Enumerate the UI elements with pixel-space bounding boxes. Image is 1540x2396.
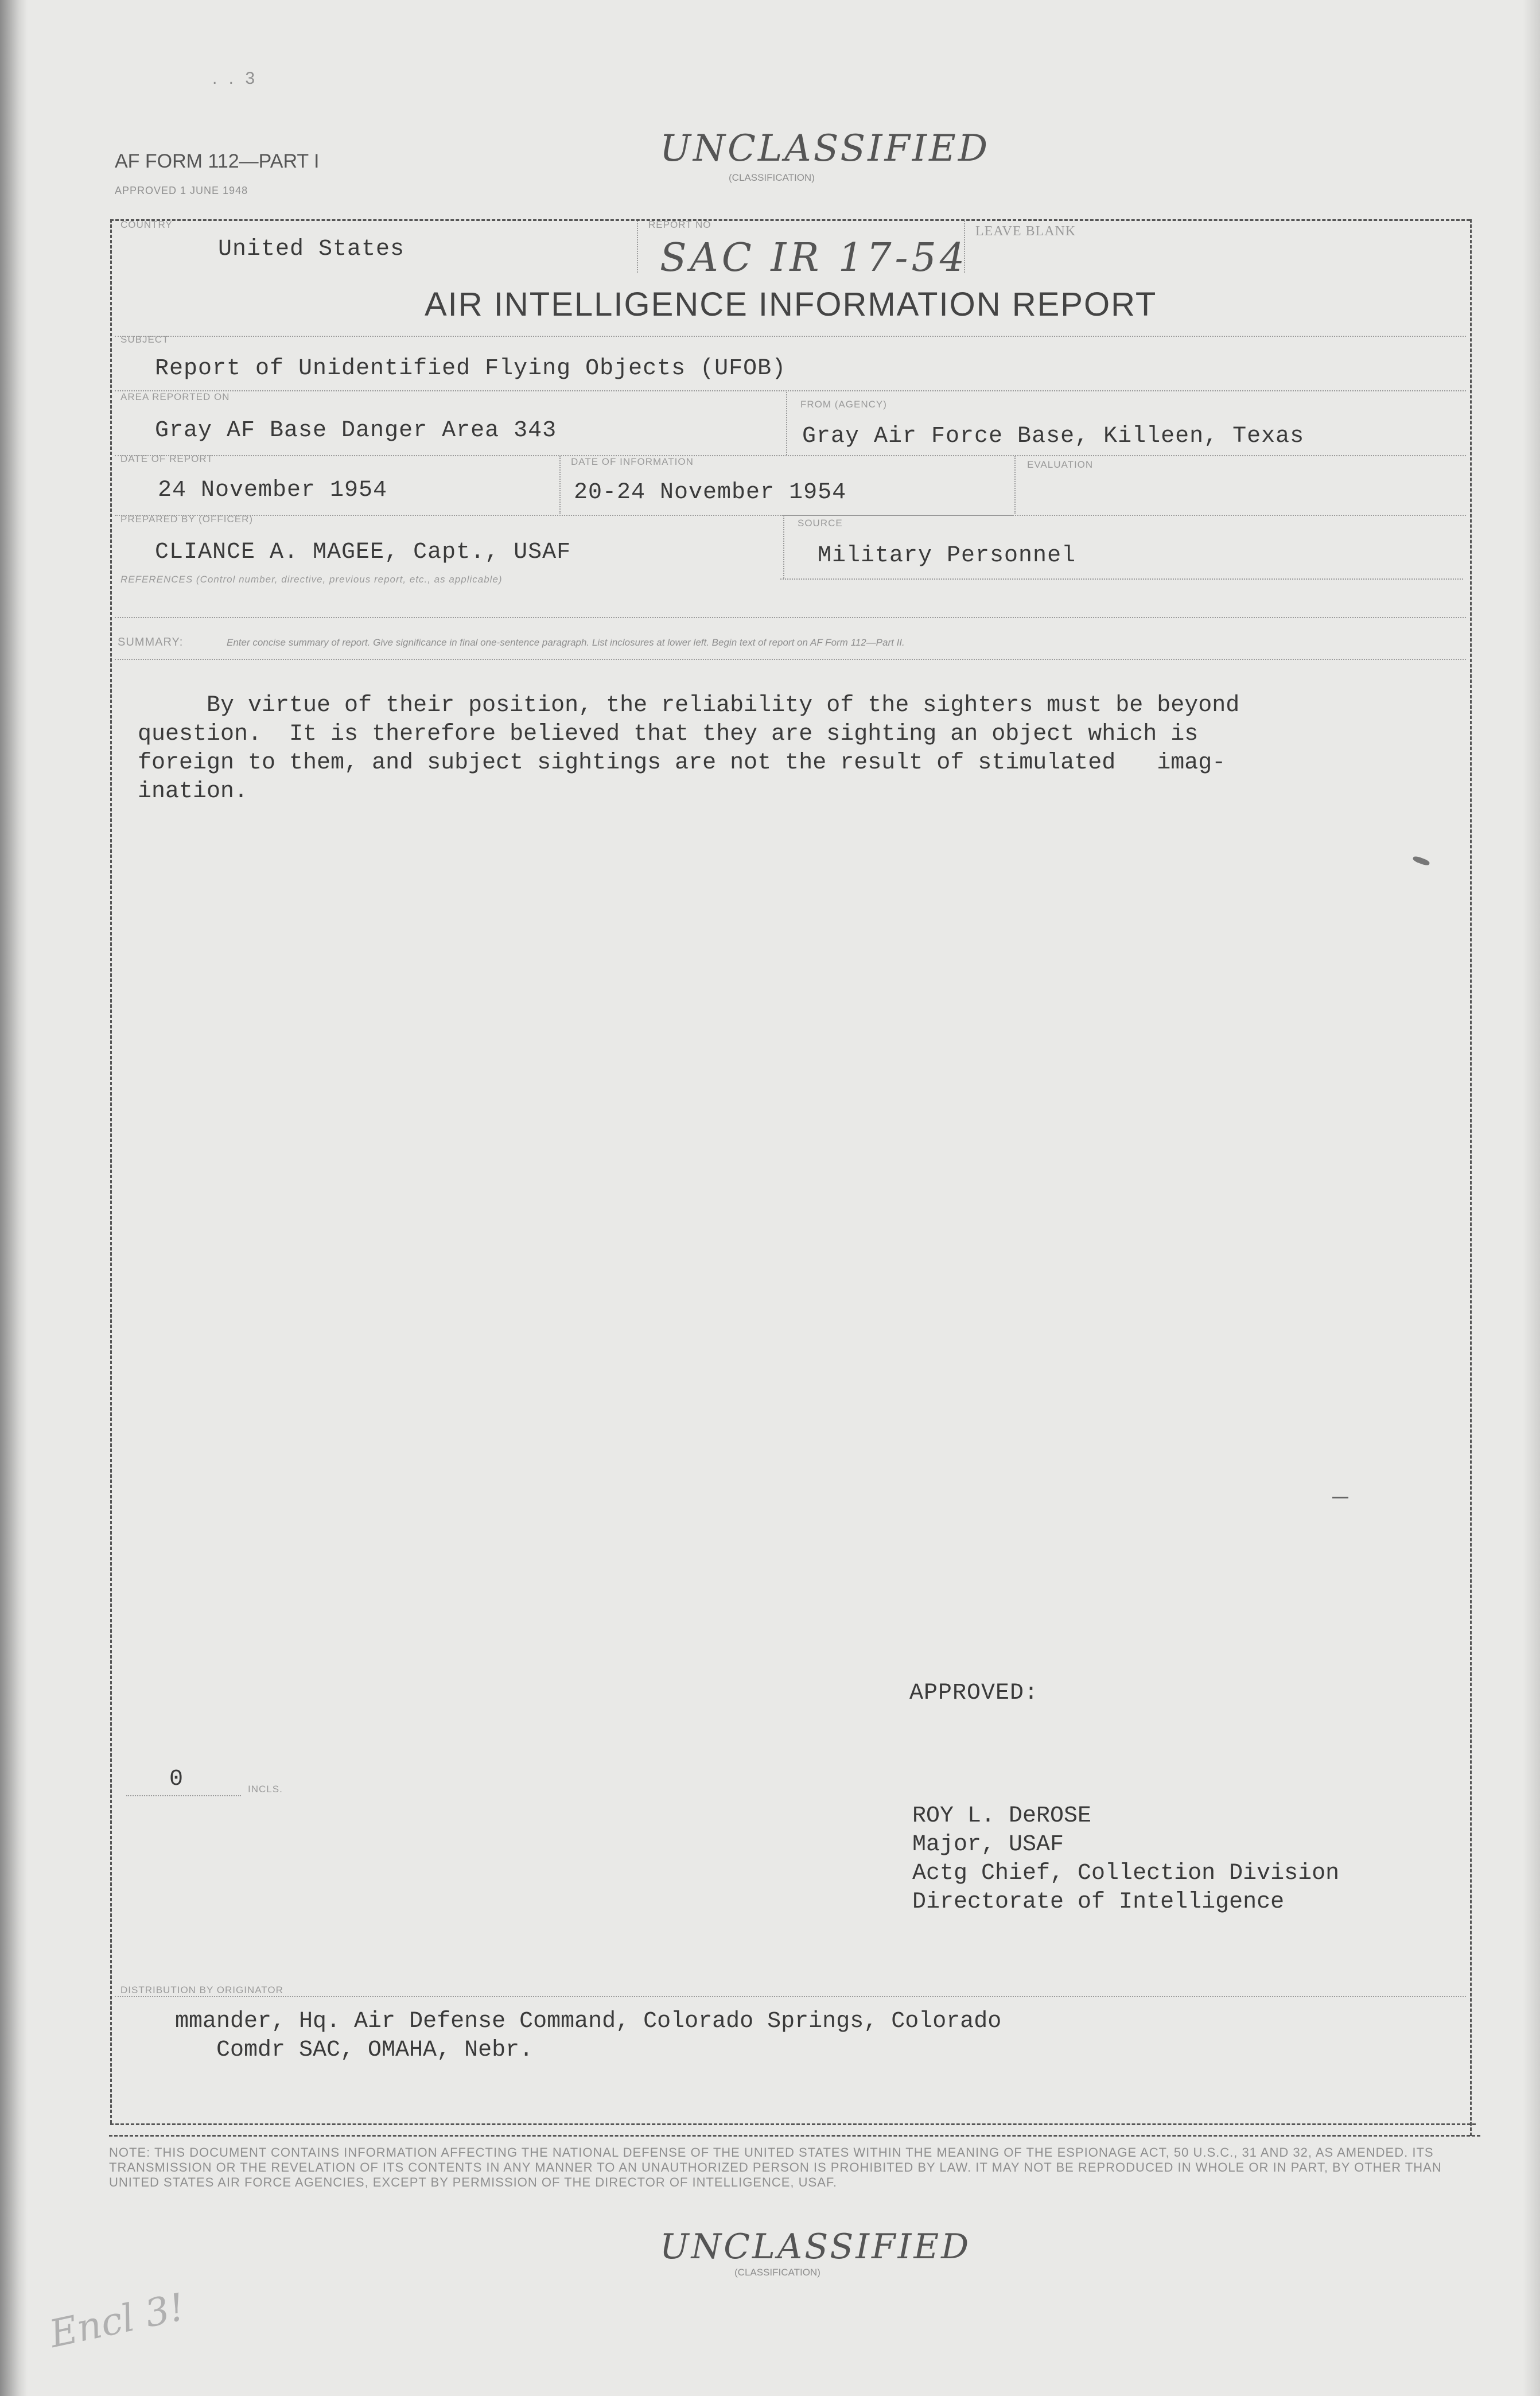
rule-title — [115, 336, 1466, 337]
approver-org: Directorate of Intelligence — [912, 1889, 1285, 1915]
subject-value: Report of Unidentified Flying Objects (UFOB) — [155, 356, 787, 382]
divider-info-evaluation — [1014, 456, 1016, 514]
inclosures-count: 0 — [169, 1766, 184, 1792]
summary-line: foreign to them, and subject sightings are not the result of stimulated imag- — [138, 750, 1226, 776]
frame-bottom — [110, 2123, 1476, 2125]
report-no-label: REPORT NO — [648, 219, 711, 230]
references-label: REFERENCES (Control number, directive, previous report, etc., as applicable) — [120, 574, 503, 585]
divider-report-blank — [964, 221, 965, 273]
evaluation-label: EVALUATION — [1027, 459, 1094, 470]
frame-left — [110, 219, 112, 2123]
classification-bottom: UNCLASSIFIED — [660, 2227, 971, 2267]
form-approved: APPROVED 1 JUNE 1948 — [115, 185, 248, 196]
approval-signature-block — [912, 1802, 1339, 1917]
area-value: Gray AF Base Danger Area 343 — [155, 418, 557, 444]
classification-label-bottom: (CLASSIFICATION) — [734, 2267, 820, 2278]
subject-label: SUBJECT — [120, 334, 169, 345]
report-number: SAC IR 17-54 — [660, 235, 969, 281]
frame-top — [110, 219, 1470, 221]
divider-date-info — [559, 456, 561, 514]
ink-dash — [1332, 1497, 1348, 1498]
source-value: Military Personnel — [818, 543, 1076, 569]
rule-distribution — [115, 1996, 1466, 1997]
area-label: AREA REPORTED ON — [120, 391, 230, 402]
distribution-label: DISTRIBUTION BY ORIGINATOR — [120, 1985, 283, 1995]
approver-rank: Major, USAF — [912, 1832, 1064, 1858]
rule-dates-right — [780, 515, 1466, 516]
from-label: FROM (AGENCY) — [800, 399, 887, 410]
report-title: AIR INTELLIGENCE INFORMATION REPORT — [425, 286, 1157, 323]
summary-body — [138, 692, 1239, 806]
rule-area — [115, 455, 1466, 456]
form-id: AF FORM 112—PART I — [115, 150, 320, 172]
rule-source — [780, 578, 1463, 580]
rule-summary — [115, 659, 1466, 660]
date-of-report-label: DATE OF REPORT — [120, 453, 213, 464]
inclosures-rule — [126, 1795, 241, 1796]
approved-heading: APPROVED: — [909, 1680, 1039, 1706]
summary-instructions: Enter concise summary of report. Give significance in final one-sentence paragraph. List inclosures at lower left. Begin text of report on AF Form 112—Part II. — [227, 637, 905, 648]
ink-speck — [1412, 855, 1430, 867]
rule-subject — [115, 390, 1466, 391]
divider-prepared-source — [783, 515, 784, 578]
source-label: SOURCE — [798, 518, 843, 529]
summary-line: ination. — [138, 779, 248, 805]
summary-line: By virtue of their position, the reliability of the sighters must be beyond — [138, 693, 1240, 719]
scan-right-edge — [1523, 0, 1540, 2396]
divider-country-report — [637, 221, 638, 273]
rule-references — [115, 617, 1466, 618]
country-value: United States — [218, 236, 405, 262]
prepared-by-label: PREPARED BY (OFFICER) — [120, 514, 254, 525]
footer-note: NOTE: THIS DOCUMENT CONTAINS INFORMATION AFFECTING THE NATIONAL DEFENSE OF THE UNITED STATES WITHIN THE MEANING OF THE ESPIONAGE ACT, 50 U.S.C., 31 AND 32, AS AMENDED. ITS TRANSMISSION OR THE REVELATION OF ITS CONTENTS IN ANY MANNER TO AN UNAUTHORIZED PERSON IS PROHIBITED BY LAW. IT MAY NOT BE REPRODUCED IN WHOLE OR IN PART, BY OTHER THAN UNITED STATES AIR FORCE AGENCIES, EXCEPT BY PERMISSION OF THE DIRECTOR OF INTELLIGENCE, USAF. — [109, 2145, 1442, 2189]
frame-right — [1470, 219, 1472, 2136]
approver-name: ROY L. DeROSE — [912, 1803, 1092, 1829]
from-value: Gray Air Force Base, Killeen, Texas — [802, 424, 1305, 449]
scan-left-edge — [0, 0, 28, 2396]
prepared-by-value: CLIANCE A. MAGEE, Capt., USAF — [155, 539, 571, 565]
summary-line: question. It is therefore believed that they are sighting an object which is — [138, 721, 1199, 747]
margin-scrawl: Encl 3! — [45, 2285, 189, 2356]
distribution-list — [175, 2007, 1001, 2065]
country-label: COUNTRY — [120, 219, 173, 230]
classification-label-top: (CLASSIFICATION) — [729, 172, 815, 183]
inclosures-label: INCLS. — [248, 1784, 283, 1795]
date-of-information-label: DATE OF INFORMATION — [571, 456, 694, 467]
distribution-item: mmander, Hq. Air Defense Command, Colorado Springs, Colorado — [175, 2009, 1002, 2034]
leave-blank-label: LEAVE BLANK — [975, 224, 1076, 239]
date-of-report-value: 24 November 1954 — [158, 477, 388, 503]
distribution-item: Comdr SAC, OMAHA, Nebr. — [216, 2037, 534, 2063]
divider-area-from — [786, 392, 787, 455]
approver-title: Actg Chief, Collection Division — [912, 1861, 1340, 1886]
summary-label: SUMMARY: — [118, 636, 184, 648]
corner-marks: . . 3 — [212, 69, 259, 88]
frame-bottom-outer — [109, 2135, 1480, 2137]
date-of-information-value: 20-24 November 1954 — [574, 480, 847, 506]
classification-top: UNCLASSIFIED — [660, 127, 990, 170]
